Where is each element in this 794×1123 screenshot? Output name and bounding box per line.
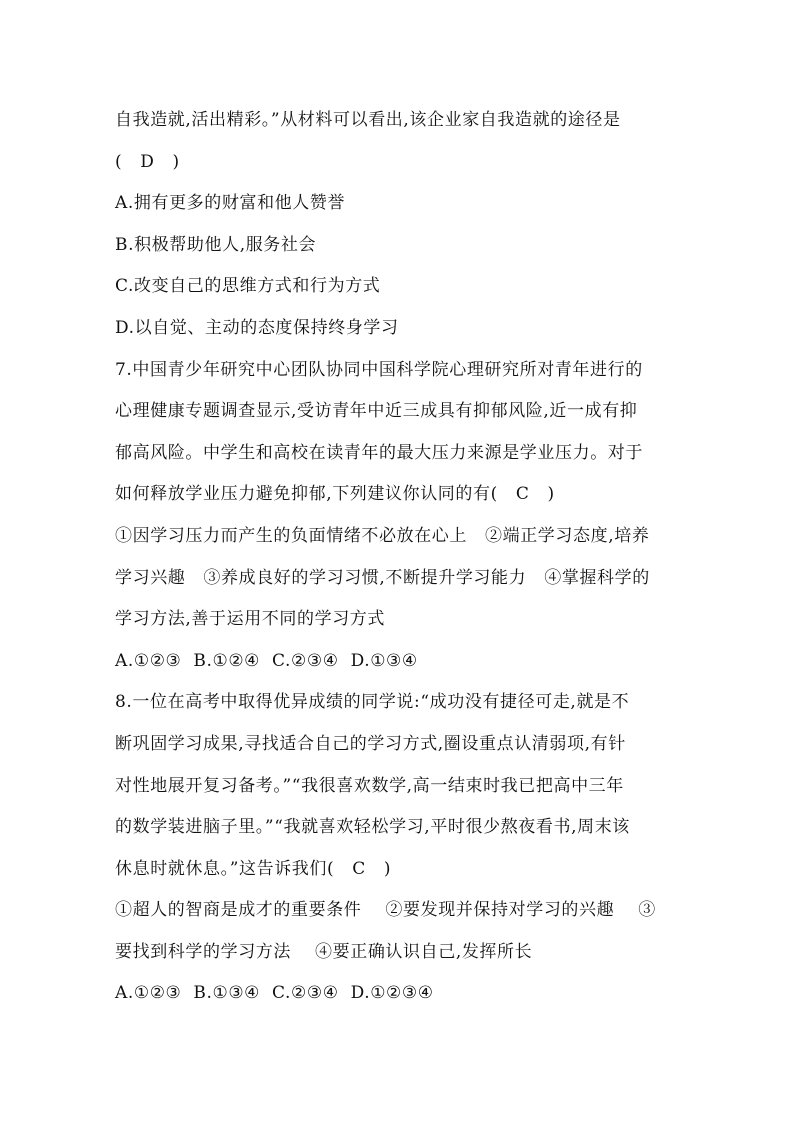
- q7-statement-line-1: ①因学习压力而产生的负面情绪不必放在心上 ②端正学习态度,培养: [115, 525, 650, 546]
- q6-option-c: C.改变自己的思维方式和行为方式: [115, 276, 381, 297]
- q8-statement-line-2: 要找到科学的学习方法 ④要正确认识自己,发挥所长: [115, 941, 533, 962]
- q7-statement-line-2: 学习兴趣 ③养成良好的学习习惯,不断提升学习能力 ④掌握科学的: [115, 567, 650, 588]
- q6-option-a: A.拥有更多的财富和他人赞誉: [115, 193, 346, 214]
- q7-stem-line-2: 心理健康专题调查显示,受访青年中近三成具有抑郁风险,近一成有抑: [115, 401, 638, 422]
- q6-answer-line: ( D ): [115, 151, 180, 172]
- q6-option-b: B.积极帮助他人,服务社会: [115, 234, 317, 255]
- q6-stem-line-1: 自我造就,活出精彩。”从材料可以看出,该企业家自我造就的途径是: [115, 110, 621, 130]
- question-7: [115, 350, 685, 683]
- q6-option-d: D.以自觉、主动的态度保持终身学习: [115, 317, 399, 338]
- q7-statement-line-3: 学习方法,善于运用不同的学习方式: [115, 609, 386, 630]
- q8-stem-line-5: 休息时就休息。”这告诉我们( C ): [115, 858, 392, 879]
- document-page: [115, 100, 685, 1015]
- q7-stem-line-4: 如何释放学业压力避免抑郁,下列建议你认同的有( C ): [115, 484, 555, 505]
- q8-stem-line-1: 8.一位在高考中取得优异成绩的同学说:“成功没有捷径可走,就是不: [115, 692, 630, 713]
- q8-stem-line-4: 的数学装进脑子里。”“我就喜欢轻松学习,平时很少熬夜看书,周末该: [115, 817, 630, 838]
- q8-options: A.①②③ B.①③④ C.②③④ D.①②③④: [115, 983, 434, 1004]
- q8-statement-line-1: ①超人的智商是成才的重要条件 ②要发现并保持对学习的兴趣 ③: [115, 900, 656, 921]
- question-8: [115, 682, 685, 1015]
- q7-stem-line-1: 7.中国青少年研究中心团队协同中国科学院心理研究所对青年进行的: [115, 359, 643, 380]
- q8-stem-line-3: 对性地展开复习备考。”“我很喜欢数学,高一结束时我已把高中三年: [115, 775, 624, 796]
- q8-stem-line-2: 断巩固学习成果,寻找适合自己的学习方式,圈设重点认清弱项,有针: [115, 733, 626, 754]
- question-6: [115, 100, 685, 350]
- q7-stem-line-3: 郁高风险。中学生和高校在读青年的最大压力来源是学业压力。对于: [115, 442, 643, 463]
- q7-options: A.①②③ B.①②④ C.②③④ D.①③④: [115, 650, 418, 671]
